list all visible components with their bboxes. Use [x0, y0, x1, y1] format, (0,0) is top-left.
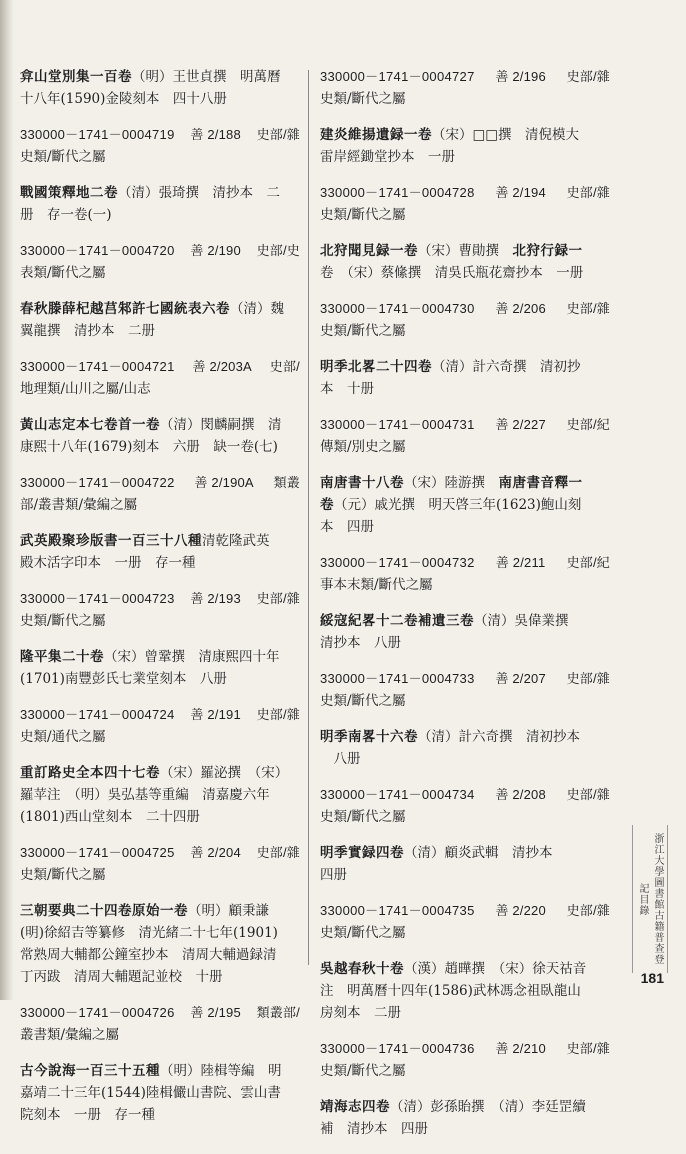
entry-text: 史類/斷代之屬 [320, 925, 406, 941]
book-entry [20, 530, 300, 574]
record-id-row [320, 1038, 610, 1060]
record-id-row [320, 668, 610, 690]
record-id-row [20, 842, 300, 864]
entry-text: 院刻本 一册 存一種 [20, 1107, 155, 1123]
book-details: （清）吳偉業撰 [474, 613, 569, 629]
entry-line [320, 378, 610, 400]
book-details: （宋）曾鞏撰 清康熙四十年 [104, 649, 280, 665]
record-number: 330000－1741－0004725 [20, 845, 175, 860]
category-code: 史部/紀 [566, 555, 610, 570]
entry-line [20, 1024, 300, 1046]
entry-text: 事本末類/斷代之屬 [320, 577, 433, 593]
book-entry [20, 414, 300, 458]
record-number-entry [20, 1002, 300, 1046]
record-number: 330000－1741－0004736 [320, 1041, 475, 1056]
record-id-row [320, 414, 610, 436]
left-column [20, 66, 300, 1140]
entry-line [20, 204, 300, 226]
entry-line [20, 298, 300, 320]
entry-line [20, 944, 300, 966]
book-title: 明季南畧十六卷 [320, 729, 418, 745]
entry-text: 本 十册 [320, 381, 374, 397]
book-details: （元）戚光撰 明天啓三年(1623)鮑山刻 [334, 497, 582, 513]
catalog-side-label: 浙江大學圖書館古籍普查登記目錄 [632, 825, 668, 973]
page-number: 181 [640, 970, 664, 986]
entry-text: 部/叢書類/彙編之屬 [20, 497, 138, 513]
category-code: 類叢部/ [256, 1005, 300, 1020]
entry-line [320, 516, 610, 538]
book-details: （宋）曹勛撰 [418, 243, 513, 259]
entry-line [320, 204, 610, 226]
entry-text: 史類/斷代之屬 [320, 809, 406, 825]
call-number: 善 2/220 [495, 903, 546, 918]
record-number-entry [20, 240, 300, 284]
entry-line [320, 690, 610, 712]
book-title: 綏寇紀畧十二卷補遺三卷 [320, 613, 474, 629]
entry-line [20, 414, 300, 436]
call-number: 善 2/203A [192, 359, 252, 374]
page-binding-shadow [0, 0, 14, 1000]
record-id-row [20, 240, 300, 262]
entry-line [20, 436, 300, 458]
record-number: 330000－1741－0004730 [320, 301, 475, 316]
entry-line [320, 610, 610, 632]
book-entry [320, 958, 610, 1024]
entry-text: 四册 [320, 867, 347, 883]
entry-line [20, 530, 300, 552]
book-entry [320, 1096, 610, 1140]
record-number-entry [320, 1038, 610, 1082]
entry-line [320, 494, 610, 516]
book-details: 清乾隆武英 [202, 533, 270, 549]
record-number: 330000－1741－0004726 [20, 1005, 175, 1020]
record-number-entry [20, 704, 300, 748]
entry-line [320, 842, 610, 864]
entry-line [20, 1060, 300, 1082]
book-details: （宋）陸游撰 [404, 475, 499, 491]
record-number-entry [20, 124, 300, 168]
entry-text: 補 清抄本 四册 [320, 1121, 428, 1137]
entry-line [20, 864, 300, 886]
book-title: 明季北畧二十四卷 [320, 359, 432, 375]
book-details: （明）王世貞撰 明萬曆 [132, 69, 281, 85]
category-code: 類叢 [273, 475, 300, 490]
entry-line [320, 726, 610, 748]
record-id-row [320, 784, 610, 806]
book-details: （清）張琦撰 清抄本 二 [118, 185, 280, 201]
entry-text: 清抄本 八册 [320, 635, 401, 651]
call-number: 善 2/188 [190, 127, 241, 142]
book-title: 北狩聞見録一卷 [320, 243, 418, 259]
book-title: 隆平集二十卷 [20, 649, 104, 665]
category-code: 史部/紀 [566, 417, 610, 432]
book-details: （清）顧炎武輯 清抄本 [404, 845, 553, 861]
entry-line [320, 146, 610, 168]
entry-text: 翼龍撰 清抄本 二册 [20, 323, 155, 339]
call-number: 善 2/227 [495, 417, 546, 432]
entry-text: 注 明萬曆十四年(1586)武林馮念祖臥龍山 [320, 983, 581, 999]
entry-text: 史類/通代之屬 [20, 729, 106, 745]
entry-line [20, 646, 300, 668]
record-id-row [20, 124, 300, 146]
book-entry [320, 842, 610, 886]
column-divider [308, 70, 309, 965]
book-details: （漢）趙曄撰 （宋）徐天祜音 [404, 961, 587, 977]
entry-text: 傳類/別史之屬 [320, 439, 406, 455]
entry-line [320, 748, 610, 770]
record-number: 330000－1741－0004723 [20, 591, 175, 606]
call-number: 善 2/204 [190, 845, 241, 860]
entry-line [20, 182, 300, 204]
entry-line [320, 864, 610, 886]
book-details: （明）陸楫等編 明 [160, 1063, 282, 1079]
record-number: 330000－1741－0004735 [320, 903, 475, 918]
book-details: （清）彭孫貽撰 （清）李廷罡續 [390, 1099, 586, 1115]
entry-line [320, 958, 610, 980]
book-title: 南唐書音釋一 [498, 475, 583, 491]
call-number: 善 2/210 [495, 1041, 546, 1056]
record-id-row [320, 900, 610, 922]
entry-line [320, 806, 610, 828]
entry-text: (1701)南豐彭氏七業堂刻本 八册 [20, 671, 227, 687]
book-title: 吳越春秋十卷 [320, 961, 404, 977]
book-details: （明）顧秉謙 [188, 903, 269, 919]
entry-line [20, 900, 300, 922]
book-entry [320, 356, 610, 400]
entry-line [320, 632, 610, 654]
entry-line [320, 472, 610, 494]
entry-line [320, 124, 610, 146]
book-title: 春秋滕薛杞越莒邾許七國統表六卷 [20, 301, 230, 317]
record-id-row [20, 1002, 300, 1024]
entry-text: 表類/斷代之屬 [20, 265, 106, 281]
call-number: 善 2/191 [190, 707, 241, 722]
book-details: （清）閔麟嗣撰 清 [160, 417, 282, 433]
record-number-entry [320, 66, 610, 110]
call-number: 善 2/208 [495, 787, 546, 802]
record-number-entry [320, 784, 610, 828]
entry-line [20, 610, 300, 632]
call-number: 善 2/196 [495, 69, 546, 84]
call-number: 善 2/190 [190, 243, 241, 258]
book-entry [20, 66, 300, 110]
category-code: 史部/雜 [566, 671, 610, 686]
book-title: 弇山堂別集一百卷 [20, 69, 132, 85]
book-entry [20, 182, 300, 226]
entry-line [320, 320, 610, 342]
entry-text: 册 存一卷(一) [20, 207, 112, 223]
category-code: 史部/雜 [566, 69, 610, 84]
entry-line [20, 966, 300, 988]
entry-line [20, 146, 300, 168]
entry-line [20, 726, 300, 748]
record-id-row [320, 182, 610, 204]
entry-line [320, 88, 610, 110]
entry-line [320, 1118, 610, 1140]
record-number: 330000－1741－0004722 [20, 475, 175, 490]
entry-line [20, 1104, 300, 1126]
entry-line [20, 1082, 300, 1104]
entry-text: 史類/斷代之屬 [20, 867, 106, 883]
call-number: 善 2/211 [495, 555, 546, 570]
book-title: 重訂路史全本四十七卷 [20, 765, 160, 781]
entry-line [20, 262, 300, 284]
record-number-entry [20, 842, 300, 886]
category-code: 史部/雜 [256, 127, 300, 142]
right-column [320, 66, 610, 1154]
entry-text: 羅苹注 （明）吳弘基等重編 清嘉慶六年 [20, 787, 270, 803]
record-number: 330000－1741－0004720 [20, 243, 175, 258]
book-title: 北狩行録一 [512, 243, 583, 259]
record-number: 330000－1741－0004719 [20, 127, 175, 142]
entry-text: 八册 [320, 751, 361, 767]
entry-text: 史類/斷代之屬 [320, 1063, 406, 1079]
entry-text: 嘉靖二十三年(1544)陸楫儼山書院、雲山書 [20, 1085, 281, 1101]
category-code: 史部/雜 [566, 787, 610, 802]
record-number-entry [320, 182, 610, 226]
book-details: （宋）□□撰 清倪模大 [432, 127, 580, 143]
record-number-entry [20, 588, 300, 632]
book-title: 三朝要典二十四卷原始一卷 [20, 903, 188, 919]
call-number: 善 2/194 [495, 185, 546, 200]
call-number: 善 2/206 [495, 301, 546, 316]
entry-line [20, 668, 300, 690]
entry-text: 丁丙跋 清周大輔題記並校 十册 [20, 969, 223, 985]
book-title: 武英殿聚珍版書一百三十八種 [20, 533, 202, 549]
record-id-row [20, 704, 300, 726]
entry-line [320, 356, 610, 378]
entry-line [20, 806, 300, 828]
category-code: 史部/雜 [566, 185, 610, 200]
book-entry [320, 240, 610, 284]
entry-line [320, 436, 610, 458]
category-code: 史部/ [269, 359, 300, 374]
record-id-row [320, 298, 610, 320]
entry-line [20, 494, 300, 516]
book-entry [20, 762, 300, 828]
entry-text: 地理類/山川之屬/山志 [20, 381, 151, 397]
record-number: 330000－1741－0004728 [320, 185, 475, 200]
record-number-entry [320, 668, 610, 712]
book-entry [20, 646, 300, 690]
book-title: 建炎維揚遺録一卷 [320, 127, 432, 143]
entry-text: 房刻本 二册 [320, 1005, 401, 1021]
book-details: （清）魏 [230, 301, 284, 317]
entry-text: 史類/斷代之屬 [320, 207, 406, 223]
entry-text: 雷岸經鋤堂抄本 一册 [320, 149, 455, 165]
entry-line [320, 1096, 610, 1118]
entry-line [20, 922, 300, 944]
entry-text: 史類/斷代之屬 [320, 323, 406, 339]
entry-line [20, 320, 300, 342]
record-id-row [20, 472, 300, 494]
call-number: 善 2/207 [495, 671, 546, 686]
entry-text: 史類/斷代之屬 [320, 693, 406, 709]
record-number-entry [20, 472, 300, 516]
book-entry [320, 472, 610, 538]
entry-text: (明)徐紹吉等纂修 清光緒二十七年(1901) [20, 925, 278, 941]
entry-line [20, 66, 300, 88]
entry-text: 十八年(1590)金陵刻本 四十八册 [20, 91, 227, 107]
entry-line [320, 240, 610, 262]
record-number-entry [320, 900, 610, 944]
entry-line [320, 980, 610, 1002]
book-entry [320, 124, 610, 168]
entry-line [320, 1060, 610, 1082]
book-title: 戰國策釋地二卷 [20, 185, 118, 201]
entry-text: 卷 （宋）蔡絛撰 清吳氏瓶花齋抄本 一册 [320, 265, 584, 281]
category-code: 史部/雜 [256, 845, 300, 860]
entry-line [20, 88, 300, 110]
entry-line [320, 574, 610, 596]
record-id-row [320, 552, 610, 574]
record-number: 330000－1741－0004733 [320, 671, 475, 686]
category-code: 史部/雜 [256, 707, 300, 722]
entry-text: 本 四册 [320, 519, 374, 535]
entry-line [20, 762, 300, 784]
book-entry [20, 298, 300, 342]
book-title: 卷 [320, 497, 334, 513]
book-title: 明季實録四卷 [320, 845, 404, 861]
record-number-entry [320, 414, 610, 458]
book-entry [320, 726, 610, 770]
record-id-row [20, 356, 300, 378]
book-entry [20, 1060, 300, 1126]
entry-line [320, 262, 610, 284]
record-number-entry [320, 552, 610, 596]
category-code: 史部/雜 [566, 903, 610, 918]
entry-text: (1801)西山堂刻本 二十四册 [20, 809, 200, 825]
entry-text: 史類/斷代之屬 [20, 149, 106, 165]
entry-text: 史類/斷代之屬 [320, 91, 406, 107]
call-number: 善 2/195 [190, 1005, 241, 1020]
book-title: 南唐書十八卷 [320, 475, 404, 491]
record-number: 330000－1741－0004734 [320, 787, 475, 802]
record-number: 330000－1741－0004721 [20, 359, 175, 374]
entry-text: 康熙十八年(1679)刻本 六册 缺一卷(七) [20, 439, 278, 455]
entry-text: 殿木活字印本 一册 存一種 [20, 555, 196, 571]
book-title: 黃山志定本七卷首一卷 [20, 417, 160, 433]
record-number: 330000－1741－0004724 [20, 707, 175, 722]
entry-line [20, 784, 300, 806]
book-entry [320, 610, 610, 654]
category-code: 史部/雜 [256, 591, 300, 606]
category-code: 史部/雜 [566, 1041, 610, 1056]
record-number: 330000－1741－0004732 [320, 555, 475, 570]
category-code: 史部/史 [256, 243, 300, 258]
call-number: 善 2/190A [194, 475, 254, 490]
entry-line [320, 1002, 610, 1024]
book-title: 古今說海一百三十五種 [20, 1063, 160, 1079]
entry-line [20, 552, 300, 574]
record-id-row [320, 66, 610, 88]
record-number: 330000－1741－0004731 [320, 417, 475, 432]
entry-line [320, 922, 610, 944]
entry-text: 史類/斷代之屬 [20, 613, 106, 629]
book-details: （清）計六奇撰 清初抄本 [418, 729, 580, 745]
category-code: 史部/雜 [566, 301, 610, 316]
record-number-entry [20, 356, 300, 400]
entry-text: 常熟周大輔都公鐘室抄本 清周大輔過録清 [20, 947, 277, 963]
record-number: 330000－1741－0004727 [320, 69, 475, 84]
book-title: 靖海志四卷 [320, 1099, 390, 1115]
book-details: （宋）羅泌撰 （宋） [160, 765, 289, 781]
record-id-row [20, 588, 300, 610]
record-number-entry [320, 298, 610, 342]
entry-line [20, 378, 300, 400]
book-entry [20, 900, 300, 988]
call-number: 善 2/193 [190, 591, 241, 606]
entry-text: 叢書類/彙編之屬 [20, 1027, 120, 1043]
book-details: （清）計六奇撰 清初抄 [432, 359, 581, 375]
